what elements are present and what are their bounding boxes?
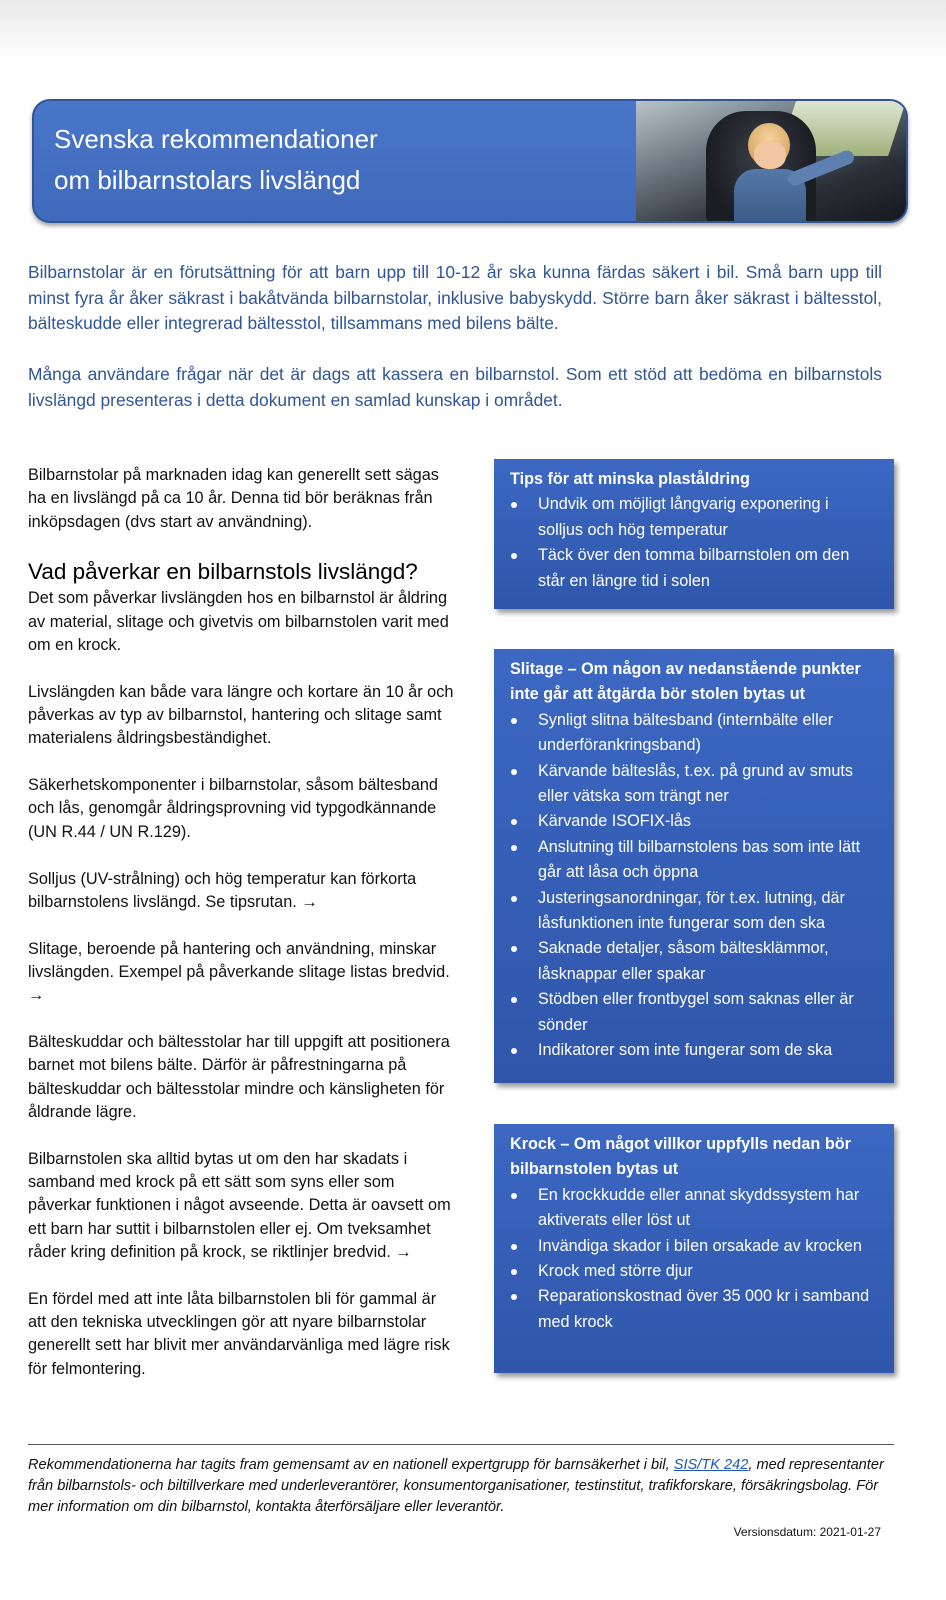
list-item: Undvik om möjligt långvarig exponering i solljus och hög temperatur — [510, 492, 876, 543]
section-heading: Vad påverkar en bilbarnstols livslängd? — [28, 559, 418, 585]
crash-box-title: Krock – Om något villkor uppfylls nedan bör bilbarnstolen bytas ut — [510, 1135, 851, 1179]
booster-paragraph: Bälteskuddar och bältesstolar har till uppgift att positionera barnet mot bilens bälte. Därför är påfrestningarna på bälteskuddar och bältesstolar mindre och känsligheten för åldrande lägre. — [28, 1033, 450, 1121]
intro-paragraph-1: Bilbarnstolar är en förutsättning för att barn upp till 10-12 år ska kunna färdas säkert i bil. Små barn upp till minst fyra år åker säkrast i bakåtvända bilbarnstolar, inklusive babyskydd. Större barn åker säkrast i bältesstol, bälteskudde eller integrerad bältesstol, tillsammans med bilens bälte. — [28, 262, 882, 334]
crash-box — [494, 1124, 894, 1373]
footer-divider — [28, 1444, 894, 1445]
variation-paragraph: Livslängden kan både vara längre och kortare än 10 år och påverkas av typ av bilbarnstol, hantering och slitage samt materialens åldringsbeständighet. — [28, 682, 454, 748]
title-line-2: om bilbarnstolars livslängd — [54, 165, 361, 195]
wear-paragraph: Slitage, beroende på hantering och användning, minskar livslängden. Exempel på påverkande slitage listas bredvid. → — [28, 939, 450, 1005]
child-face-shape — [754, 141, 786, 169]
list-item: Täck över den tomma bilbarnstolen om den står en längre tid i solen — [510, 543, 876, 594]
intro-paragraph-2: Många användare frågar när det är dags att kassera en bilbarnstol. Som ett stöd att bedöma en bilbarnstols livslängd presenteras i detta dokument en samlad kunskap i området. — [28, 364, 882, 410]
sunlight-paragraph: Solljus (UV-strålning) och hög temperatur kan förkorta bilbarnstolens livslängd. Se tipsrutan. → — [28, 869, 417, 911]
list-item: Reparationskostnad över 35 000 kr i samband med krock — [510, 1284, 876, 1335]
tips-list — [510, 492, 876, 594]
crash-paragraph: Bilbarnstolen ska alltid bytas ut om den har skadats i samband med krock på ett sätt som syns eller som påverkar funktionen i något avseende. Detta är oavsett om ett barn har suttit i bilbarnstolen eller ej. Om tveksamhet råder kring definition på krock, se riktlinjer bredvid. → — [28, 1149, 451, 1261]
wear-box-title: Slitage – Om någon av nedanstående punkter inte går att åtgärda bör stolen bytas ut — [510, 660, 861, 704]
footer-text-start: Rekommendationerna har tagits fram gemensamt av en nationell expertgrupp för barnsäkerhet i bil, — [28, 1457, 674, 1473]
header-banner — [32, 99, 908, 223]
advantage-paragraph: En fördel med att inte låta bilbarnstolen bli för gammal är att den tekniska utvecklingen gör att nyare bilbarnstolar generellt sett har blivit mer användarvänliga med lägre risk för felmontering. — [28, 1289, 450, 1378]
child-car-seat-photo — [636, 101, 906, 221]
list-item: Saknade detaljer, såsom bältesklämmor, låsknappar eller spakar — [510, 936, 876, 987]
list-item: Kärvande ISOFIX-lås — [510, 809, 876, 834]
safety-components-paragraph: Säkerhetskomponenter i bilbarnstolar, såsom bältesband och lås, genomgår åldringsprovning vid typgodkännande (UN R.44 / UN R.129). — [28, 776, 438, 841]
top-shade — [0, 0, 946, 60]
list-item: Kärvande bälteslås, t.ex. på grund av smuts eller vätska som trängt ner — [510, 759, 876, 810]
tips-box-title: Tips för att minska plaståldring — [510, 470, 750, 488]
list-item: Anslutning till bilbarnstolens bas som inte lätt går att låsa och öppna — [510, 835, 876, 886]
factors-paragraph: Det som påverkar livslängden hos en bilbarnstol är åldring av material, slitage och givetvis om bilbarnstolen varit med om en krock. — [28, 589, 449, 654]
list-item: Indikatorer som inte fungerar som de ska — [510, 1038, 876, 1063]
footer-text-end: , med representanter från bilbarnstols- och biltillverkare med underleverantörer, konsumentorganisationer, testinstitut, trafikforskare, försäkringsbolag. För mer information om din bilbarnstol, kontakta återförsäljare eller leverantör. — [28, 1457, 884, 1515]
wear-list — [510, 708, 876, 1064]
crash-list — [510, 1183, 876, 1335]
footer-note — [28, 1455, 894, 1518]
list-item: Krock med större djur — [510, 1259, 876, 1284]
lifespan-paragraph: Bilbarnstolar på marknaden idag kan generellt sett sägas ha en livslängd på ca 10 år. Denna tid bör beräknas från inköpsdagen (dvs start av användning). — [28, 466, 439, 531]
list-item: Synligt slitna bältesband (internbälte eller underförankringsband) — [510, 708, 876, 759]
wear-box — [494, 649, 894, 1083]
list-item: En krockkudde eller annat skyddssystem har aktiverats eller löst ut — [510, 1183, 876, 1234]
tips-box — [494, 459, 894, 609]
page-title — [54, 119, 614, 201]
version-date: Versionsdatum: 2021-01-27 — [733, 1525, 881, 1539]
list-item: Justeringsanordningar, för t.ex. lutning, där låsfunktionen inte fungerar som den ska — [510, 886, 876, 937]
title-line-1: Svenska rekommendationer — [54, 124, 378, 154]
list-item: Invändiga skador i bilen orsakade av krocken — [510, 1234, 876, 1259]
sis-tk-242-link[interactable]: SIS/TK 242 — [673, 1457, 749, 1473]
list-item: Stödben eller frontbygel som saknas eller är sönder — [510, 987, 876, 1038]
left-column — [28, 464, 456, 1404]
